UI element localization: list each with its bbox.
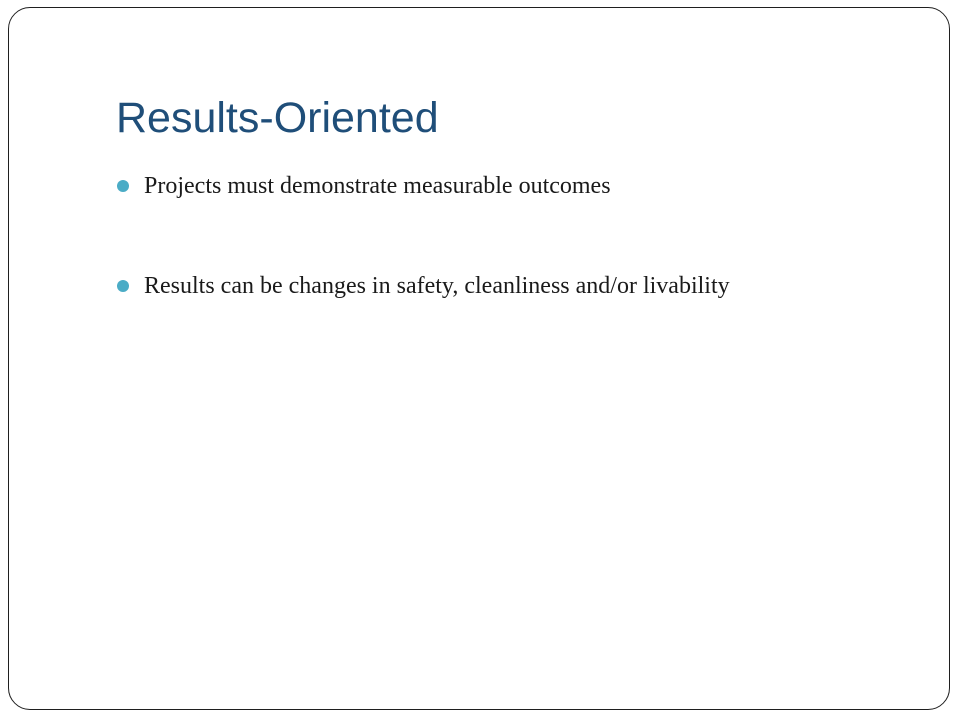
bullet-item [116,268,946,304]
bullet-text: Projects must demonstrate measurable outcomes [144,173,611,199]
bullet-dot-icon [117,180,129,192]
bullet-item [116,168,946,204]
bullet-list [116,168,946,304]
bullet-dot-icon [117,280,129,292]
slide-title: Results-Oriented [116,94,439,142]
bullet-text: Results can be changes in safety, cleanliness and/or livability [144,273,730,299]
slide-frame [8,7,950,710]
